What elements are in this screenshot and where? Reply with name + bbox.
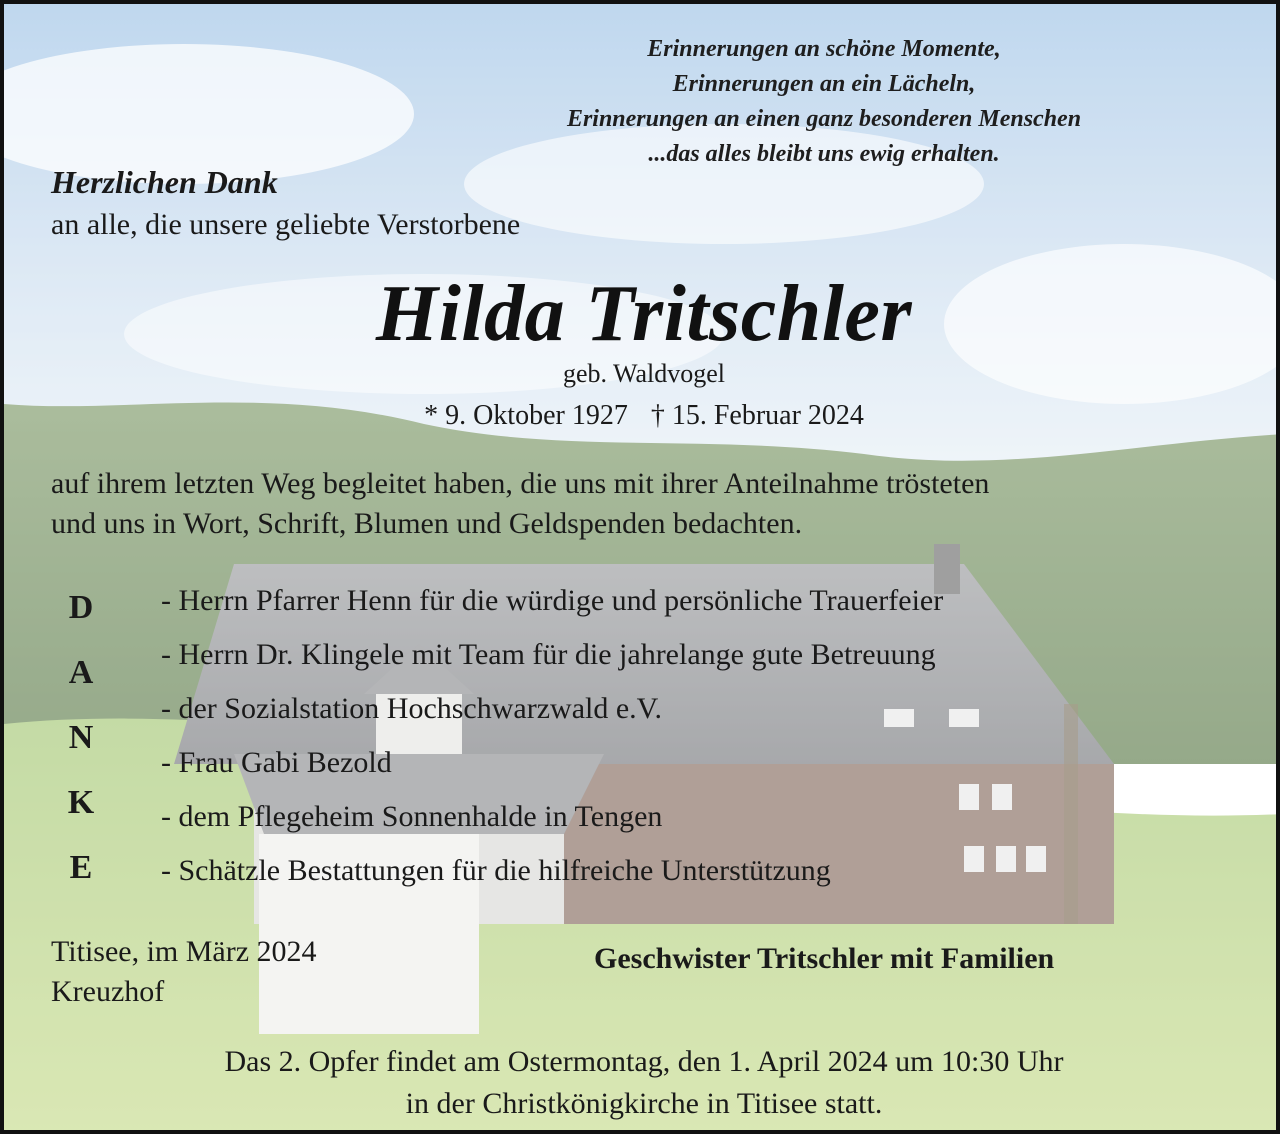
notice-line: Das 2. Opfer findet am Ostermontag, den 1. April 2024 um 10:30 Uhr xyxy=(224,1045,1064,1078)
life-dates xyxy=(4,400,1280,432)
thanks-paragraph xyxy=(51,464,989,544)
thank-item: - dem Pflegeheim Sonnenhalde in Tengen xyxy=(161,800,663,833)
poem-line: ...das alles bleibt uns ewig erhalten. xyxy=(648,141,1000,167)
thank-item: - Schätzle Bestattungen für die hilfreiche Unterstützung xyxy=(161,854,831,887)
poem-line: Erinnerungen an ein Lächeln, xyxy=(672,71,976,97)
place-date xyxy=(51,932,317,1012)
thank-item: - der Sozialstation Hochschwarzwald e.V. xyxy=(161,692,662,725)
danke-letter: A xyxy=(68,654,94,691)
birth-date: * 9. Oktober 1927 xyxy=(424,400,628,431)
born-name: geb. Waldvogel xyxy=(562,359,726,388)
notice-line: in der Christkönigkirche in Titisee statt. xyxy=(405,1087,883,1120)
thanks-subtitle: an alle, die unsere geliebte Verstorbene xyxy=(51,208,521,241)
family-signature: Geschwister Tritschler mit Familien xyxy=(594,942,1055,975)
danke-letter: N xyxy=(68,719,94,756)
thank-item: - Herrn Dr. Klingele mit Team für die jahrelange gute Betreuung xyxy=(161,638,936,671)
danke-letter: D xyxy=(68,589,94,626)
poem-line: Erinnerungen an einen ganz besonderen Menschen xyxy=(566,106,1082,132)
thank-item: - Frau Gabi Bezold xyxy=(161,746,392,779)
poem-line: Erinnerungen an schöne Momente, xyxy=(647,36,1001,62)
memorial-poem xyxy=(474,32,1174,172)
place-line: Kreuzhof xyxy=(51,975,165,1008)
thanks-title: Herzlichen Dank xyxy=(51,164,278,200)
paragraph-line: auf ihrem letzten Weg begleitet haben, die uns mit ihrer Anteilnahme trösteten xyxy=(51,467,990,500)
death-date: † 15. Februar 2024 xyxy=(650,400,864,431)
danke-letter: E xyxy=(69,849,93,886)
place-line: Titisee, im März 2024 xyxy=(51,935,317,968)
service-notice xyxy=(4,1041,1280,1125)
danke-letter: K xyxy=(67,784,95,821)
thank-item: - Herrn Pfarrer Henn für die würdige und persönliche Trauerfeier xyxy=(161,584,944,617)
deceased-name: Hilda Tritschler xyxy=(375,270,913,358)
paragraph-line: und uns in Wort, Schrift, Blumen und Geldspenden bedachten. xyxy=(51,507,803,540)
